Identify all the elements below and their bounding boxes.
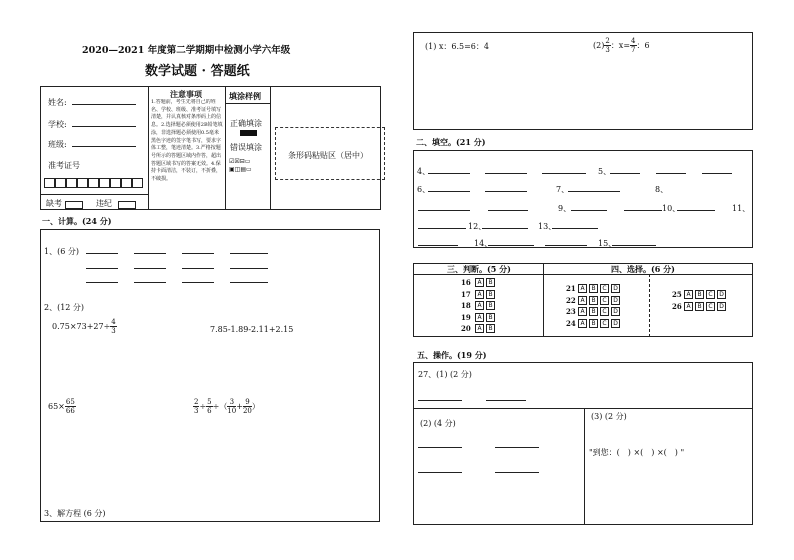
section-fill-heading: 二、填空。(21 分) xyxy=(416,137,486,147)
notice-body: 1.答题前，考生先将自己的姓名、学校、班级、准考证号填写清楚，并认真核对条形码上的信息。2.选择题必须使用2B铅笔填涂，非选择题必须使用0.5毫米黑色字迹的签字笔书写，要求字体工整，笔迹清楚。3.严格按题号所示的答题区域内作答，超出答题区域书写的答案无效。4.保持卡面清洁，不装订，不折叠，不破损。 xyxy=(151,99,223,183)
option-bubble-a[interactable]: A xyxy=(578,284,587,293)
blank-number: 7、 xyxy=(556,185,570,194)
option-bubble-b[interactable]: B xyxy=(589,307,598,316)
section-judge-heading: 三、判断。(5 分) xyxy=(447,264,511,274)
blank-line[interactable] xyxy=(485,191,527,192)
option-bubble-a[interactable]: A xyxy=(475,290,484,299)
option-bubble-a[interactable]: A xyxy=(578,319,587,328)
absent-checkbox[interactable] xyxy=(65,201,83,209)
blank-line[interactable] xyxy=(568,191,620,192)
school-field[interactable] xyxy=(72,126,136,127)
sheet-subtitle: 数学试题 · 答题纸 xyxy=(145,64,250,79)
option-bubble-d[interactable]: D xyxy=(611,284,620,293)
divider xyxy=(225,86,226,210)
answer-line[interactable] xyxy=(134,268,166,269)
option-bubble-b[interactable]: B xyxy=(486,301,495,310)
blank-line[interactable] xyxy=(418,228,466,229)
exam-number-cell[interactable] xyxy=(110,178,121,188)
exam-number-cell[interactable] xyxy=(121,178,132,188)
divider xyxy=(270,86,271,210)
blank-number: 14、 xyxy=(474,239,493,248)
blank-line[interactable] xyxy=(612,245,656,246)
option-bubble-a[interactable]: A xyxy=(475,313,484,322)
divider xyxy=(649,274,650,337)
option-bubble-c[interactable]: C xyxy=(600,307,609,316)
question-number: 26 xyxy=(672,301,682,311)
divider xyxy=(584,408,585,525)
option-bubble-a[interactable]: A xyxy=(684,302,693,311)
expression-3: 65× $\frac{65}{66}$ xyxy=(48,398,75,415)
answer-line[interactable] xyxy=(134,282,166,283)
answer-line[interactable] xyxy=(486,400,526,401)
expression-1: 0.75×73+27÷ $\frac{4}{3}$ xyxy=(52,318,116,335)
option-bubble-a[interactable]: A xyxy=(578,307,587,316)
notice-title: 注意事项 xyxy=(170,89,202,99)
option-bubble-d[interactable]: D xyxy=(611,307,620,316)
answer-line[interactable] xyxy=(418,472,462,473)
question-number: 19 xyxy=(461,312,471,322)
name-field[interactable] xyxy=(72,104,136,105)
violation-label: 违纪 xyxy=(96,199,112,208)
class-field[interactable] xyxy=(72,146,136,147)
q2-label: 2、(12 分) xyxy=(44,303,85,312)
expression-2: 7.85-1.89-2.11+2.15 xyxy=(210,325,294,334)
equation-1: (1) x：6.5=6：4 xyxy=(425,42,489,51)
equation-2: (2) $\frac{2}{3}$ ：x= $\frac{4}{7}$ ：6 xyxy=(593,37,650,54)
option-bubble-b[interactable]: B xyxy=(695,302,704,311)
blank-line[interactable] xyxy=(610,173,640,174)
exam-number-label: 准考证号 xyxy=(48,161,80,170)
divider xyxy=(225,103,270,104)
divider xyxy=(543,263,544,337)
option-bubble-a[interactable]: A xyxy=(684,290,693,299)
option-bubble-b[interactable]: B xyxy=(486,313,495,322)
section-choice-heading: 四、选择。(6 分) xyxy=(611,264,675,274)
exam-number-cell[interactable] xyxy=(44,178,55,188)
option-bubble-a[interactable]: A xyxy=(475,278,484,287)
option-bubble-d[interactable]: D xyxy=(717,290,726,299)
q27-1-label: 27、(1) (2 分) xyxy=(418,370,472,379)
answer-line[interactable] xyxy=(182,282,214,283)
option-bubble-c[interactable]: C xyxy=(600,284,609,293)
blank-number: 5、 xyxy=(598,167,612,176)
blank-line[interactable] xyxy=(552,228,598,229)
answer-line[interactable] xyxy=(134,253,166,254)
fill-answer-box xyxy=(413,150,753,248)
blank-line[interactable] xyxy=(482,228,528,229)
option-bubble-c[interactable]: C xyxy=(706,290,715,299)
blank-line[interactable] xyxy=(656,173,686,174)
violation-checkbox[interactable] xyxy=(118,201,136,209)
answer-line[interactable] xyxy=(182,253,214,254)
answer-line[interactable] xyxy=(495,472,539,473)
question-number: 23 xyxy=(566,307,576,316)
answer-line[interactable] xyxy=(182,268,214,269)
q3-label: 3、解方程 (6 分) xyxy=(44,509,106,518)
answer-line[interactable] xyxy=(418,447,462,448)
barcode-label: 条形码粘贴区（居中） xyxy=(288,151,368,160)
option-bubble-c[interactable]: C xyxy=(706,302,715,311)
class-label: 班级: xyxy=(48,140,67,149)
option-bubble-b[interactable]: B xyxy=(486,278,495,287)
question-number: 21 xyxy=(566,284,576,293)
blank-number: 10、 xyxy=(662,204,681,213)
question-number: 18 xyxy=(461,301,471,310)
section-operate-heading: 五、操作。(19 分) xyxy=(417,350,487,360)
section-calc-heading: 一、计算。(24 分) xyxy=(42,216,112,226)
divider xyxy=(413,408,753,409)
blank-number: 15、 xyxy=(598,239,617,248)
option-bubble-b[interactable]: B xyxy=(695,290,704,299)
blank-line[interactable] xyxy=(418,245,458,246)
blank-line[interactable] xyxy=(571,210,607,211)
blank-number: 8、 xyxy=(655,185,669,194)
option-bubble-b[interactable]: B xyxy=(589,319,598,328)
q27-2-label: (2) (4 分) xyxy=(420,419,456,428)
exam-number-cell[interactable] xyxy=(99,178,110,188)
option-bubble-d[interactable]: D xyxy=(717,302,726,311)
route-expression: "到您：( ) ×( ) ×( ) " xyxy=(589,448,685,457)
option-bubble-d[interactable]: D xyxy=(611,319,620,328)
blank-line[interactable] xyxy=(428,173,470,174)
q1-label: 1、(6 分) xyxy=(44,247,79,256)
answer-line[interactable] xyxy=(86,268,118,269)
exam-title: 2020—2021 年度第二学期期中检测小学六年级 xyxy=(82,45,291,56)
option-bubble-b[interactable]: B xyxy=(486,290,495,299)
wrong-fill-sample-icon: ☑☒⊟▭ xyxy=(229,158,251,165)
blank-line[interactable] xyxy=(545,245,587,246)
divider xyxy=(40,194,148,195)
divider xyxy=(148,86,149,210)
blank-line[interactable] xyxy=(418,210,470,211)
blank-line[interactable] xyxy=(702,173,732,174)
exam-number-cell[interactable] xyxy=(55,178,66,188)
blank-number: 4、 xyxy=(417,167,431,176)
exam-number-cell[interactable] xyxy=(77,178,88,188)
name-label: 姓名: xyxy=(48,98,67,107)
question-number: 25 xyxy=(672,290,682,299)
wrong-fill-sample-icon: ▣◫▤▭ xyxy=(229,166,252,173)
option-bubble-a[interactable]: A xyxy=(475,324,484,333)
wrong-fill-label: 错误填涂 xyxy=(230,143,262,152)
blank-line[interactable] xyxy=(488,245,534,246)
blank-number: 11、 xyxy=(732,204,751,213)
answer-line[interactable] xyxy=(418,400,462,401)
option-bubble-c[interactable]: C xyxy=(600,319,609,328)
q27-3-label: (3) (2 分) xyxy=(591,412,627,421)
answer-line[interactable] xyxy=(230,268,268,269)
blank-line[interactable] xyxy=(542,173,586,174)
operate-answer-box xyxy=(413,362,753,525)
school-label: 学校: xyxy=(48,120,67,129)
blank-number: 6、 xyxy=(417,185,431,194)
blank-number: 13、 xyxy=(538,222,557,231)
blank-number: 9、 xyxy=(558,204,572,213)
exam-number-cell[interactable] xyxy=(66,178,77,188)
option-bubble-c[interactable]: C xyxy=(600,296,609,305)
question-number: 22 xyxy=(566,295,576,305)
question-number: 16 xyxy=(461,278,471,287)
option-bubble-b[interactable]: B xyxy=(589,284,598,293)
fill-example-title: 填涂样例 xyxy=(229,91,261,101)
answer-line[interactable] xyxy=(495,447,539,448)
answer-line[interactable] xyxy=(86,282,118,283)
calc-answer-box xyxy=(40,229,380,522)
blank-line[interactable] xyxy=(485,173,527,174)
exam-number-cell[interactable] xyxy=(88,178,99,188)
answer-line[interactable] xyxy=(230,253,268,254)
blank-line[interactable] xyxy=(677,210,715,211)
correct-fill-label: 正确填涂 xyxy=(230,119,262,128)
option-bubble-b[interactable]: B xyxy=(589,296,598,305)
answer-line[interactable] xyxy=(86,253,118,254)
blank-number: 12、 xyxy=(468,222,487,231)
blank-line[interactable] xyxy=(428,191,470,192)
exam-number-cell[interactable] xyxy=(132,178,143,188)
blank-line[interactable] xyxy=(488,210,528,211)
expression-4: $\frac{2}{3}$ ÷ $\frac{5}{6}$ ÷（ $\frac{3}{10}$ + $\frac{9}{20}$ ） xyxy=(194,398,260,415)
blank-line[interactable] xyxy=(624,210,662,211)
question-number: 24 xyxy=(566,318,576,328)
option-bubble-d[interactable]: D xyxy=(611,296,620,305)
correct-fill-sample-icon xyxy=(240,130,257,136)
question-number: 17 xyxy=(461,289,471,299)
answer-line[interactable] xyxy=(230,282,268,283)
option-bubble-a[interactable]: A xyxy=(578,296,587,305)
option-bubble-b[interactable]: B xyxy=(486,324,495,333)
absent-label: 缺考 xyxy=(46,199,62,208)
question-number: 20 xyxy=(461,324,471,333)
option-bubble-a[interactable]: A xyxy=(475,301,484,310)
